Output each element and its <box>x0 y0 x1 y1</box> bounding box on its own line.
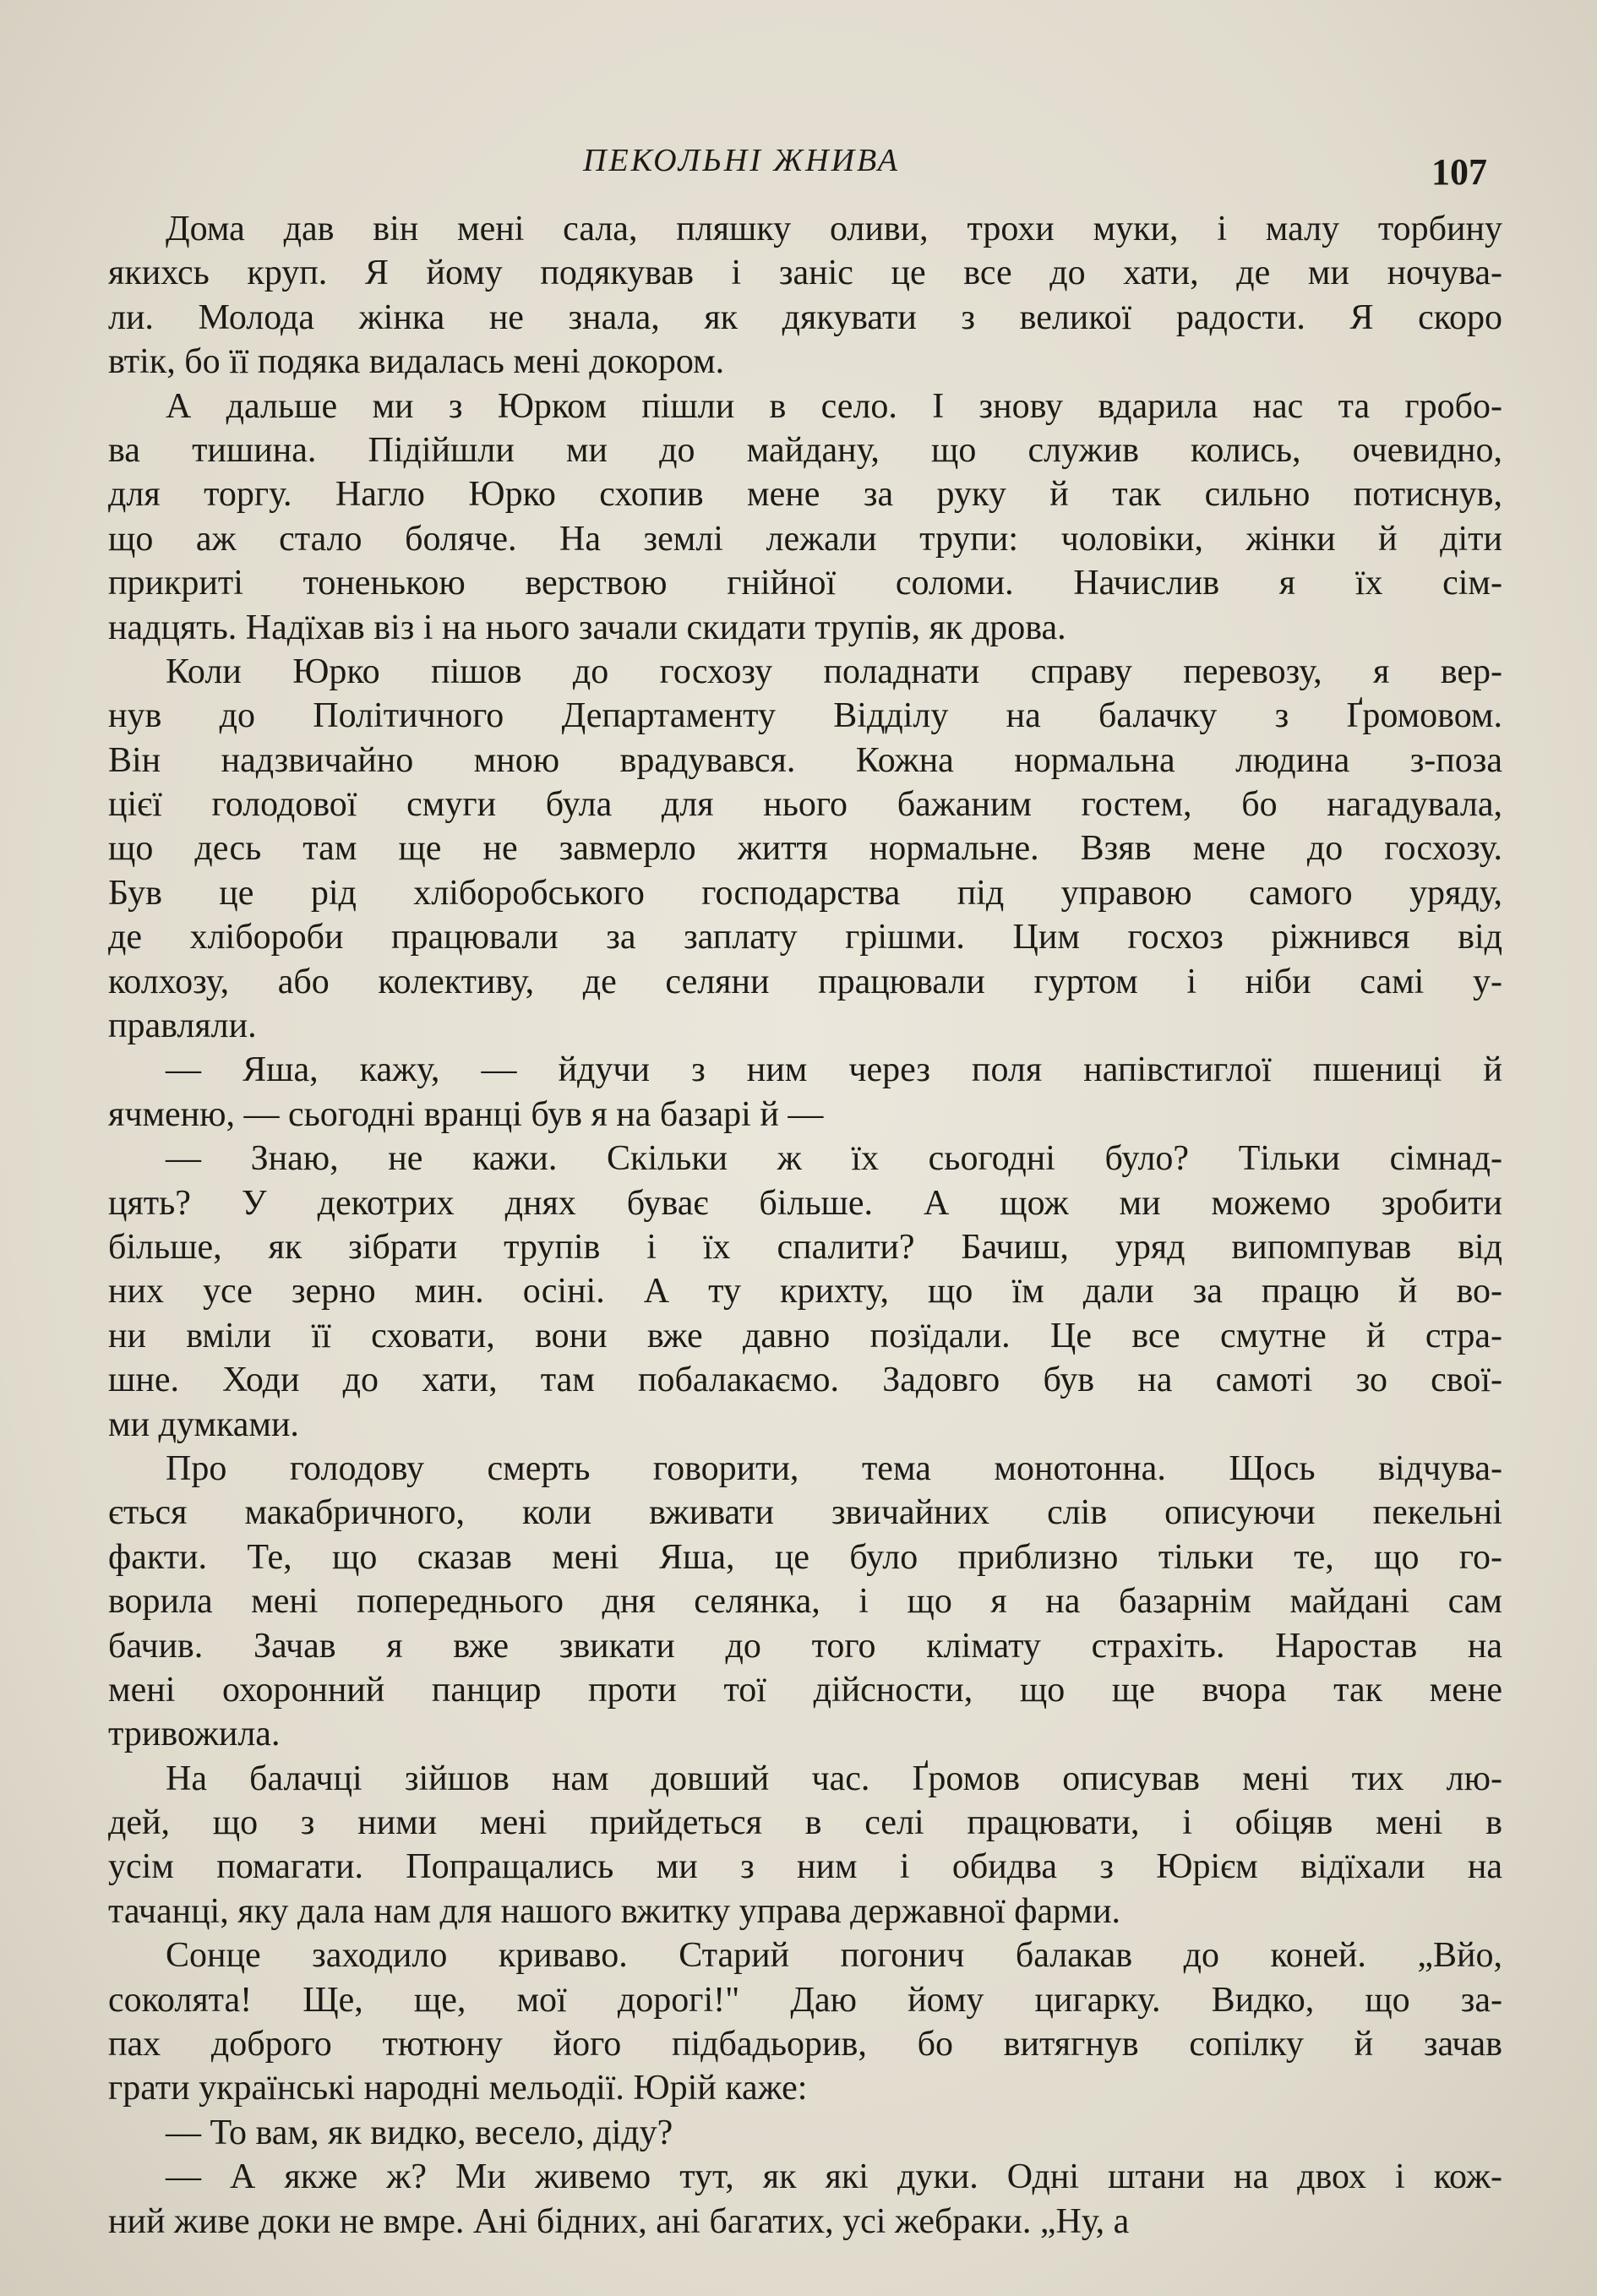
text-line: дей, що з ними мені прийдеться в селі працювати, і обіцяв мені в <box>108 1803 1502 1843</box>
text-line: усім помагати. Попращались ми з ним і обидва з Юрієм відїхали на <box>108 1847 1502 1887</box>
text-line: мені охоронний панцир проти тої дійсности, що ще вчора так мене <box>108 1670 1502 1710</box>
running-title: ПЕКОЛЬНІ ЖНИВА <box>583 143 901 178</box>
text-line: — Яша, кажу, — йдучи з ним через поля напівстиглої пшениці й <box>166 1050 1502 1090</box>
paragraph <box>108 1757 1502 1934</box>
text-line: ни вміли її сховати, вони вже давно позїдали. Це все смутне й стра- <box>108 1316 1502 1355</box>
text-line: більше, як зібрати трупів і їх спалити? Бачиш, уряд випомпував від <box>108 1227 1502 1267</box>
text-line: бачив. Зачав я вже звикати до того клімату страхіть. Наростав на <box>108 1626 1502 1666</box>
text-line: Сонце заходило криваво. Старий погонич балакав до коней. „Вйо, <box>166 1936 1502 1976</box>
text-line: нув до Політичного Департаменту Відділу на балачку з Ґромовом. <box>108 696 1502 736</box>
text-line: ний живе доки не вмре. Ані бідних, ані багатих, усі жебраки. „Ну, а <box>108 2201 1130 2241</box>
page-header <box>0 127 1597 194</box>
paragraph <box>108 207 1502 384</box>
paragraph <box>108 384 1502 650</box>
paragraph <box>108 2155 1502 2244</box>
paragraph <box>108 650 1502 1049</box>
text-line: прикриті тоненькою верствою гнійної соломи. Начислив я їх сім- <box>108 564 1502 603</box>
text-line: втік, бо її подяка видалась мені докором. <box>108 342 725 382</box>
text-line: тривожила. <box>108 1715 281 1754</box>
text-line: — А якже ж? Ми живемо тут, як які дуки. Одні штани на двох і кож- <box>166 2157 1502 2197</box>
paragraph <box>108 1048 1502 1137</box>
text-line: ми думками. <box>108 1404 299 1444</box>
paragraph <box>108 1447 1502 1757</box>
paragraph <box>108 1933 1502 2111</box>
text-line: тачанці, яку дала нам для нашого вжитку управа державної фарми. <box>108 1891 1121 1931</box>
text-line: — Знаю, не кажи. Скільки ж їх сьогодні було? Тільки сімнад- <box>166 1139 1502 1179</box>
text-line: ворила мені попереднього дня селянка, і що я на базарнім майдані сам <box>108 1582 1502 1622</box>
text-line: де хлібороби працювали за заплату грішми. Цим госхоз ріжнився від <box>108 918 1502 957</box>
text-line: колхозу, або колективу, де селяни працювали гуртом і ніби самі у- <box>108 962 1502 1001</box>
text-line: для торгу. Нагло Юрко схопив мене за руку й так сильно потиснув, <box>108 475 1502 515</box>
text-line: них усе зерно мин. осіні. А ту крихту, що їм дали за працю й во- <box>108 1272 1502 1312</box>
text-line: А дальше ми з Юрком пішли в село. І знову вдарила нас та гробо- <box>166 386 1502 426</box>
paragraph <box>108 2111 1502 2155</box>
text-line: Про голодову смерть говорити, тема монотонна. Щось відчува- <box>166 1448 1502 1488</box>
text-line: ється макабричного, коли вживати звичайних слів описуючи пекельні <box>108 1493 1502 1533</box>
text-line: шне. Ходи до хати, там побалакаємо. Задовго був на самоті зо свої- <box>108 1361 1502 1400</box>
text-line: Був це рід хліборобського господарства під управою самого уряду, <box>108 873 1502 913</box>
text-line: ячменю, — сьогодні вранці був я на базарі й — <box>108 1094 824 1134</box>
text-line: грати українські народні мельодії. Юрій каже: <box>108 2069 808 2108</box>
text-line: надцять. Надїхав віз і на нього зачали скидати трупів, як дрова. <box>108 608 1066 647</box>
text-line: цять? У декотрих днях буває більше. А щож ми можемо зробити <box>108 1183 1502 1223</box>
text-line: ли. Молода жінка не знала, як дякувати з великої радости. Я скоро <box>108 297 1502 337</box>
body-text <box>108 207 1502 2244</box>
text-line: соколята! Ще, ще, мої дорогі!" Даю йому цигарку. Видко, що за- <box>108 1980 1502 2020</box>
text-line: правляли. <box>108 1006 257 1046</box>
text-line: пах доброго тютюну його підбадьорив, бо витягнув сопілку й зачав <box>108 2025 1502 2064</box>
text-line: — То вам, як видко, весело, діду? <box>166 2113 673 2152</box>
text-line: Коли Юрко пішов до госхозу поладнати справу перевозу, я вер- <box>166 652 1502 691</box>
text-line: факти. Те, що сказав мені Яша, це було приблизно тільки те, що го- <box>108 1537 1502 1577</box>
text-line: Дома дав він мені сала, пляшку оливи, трохи муки, і малу торбину <box>166 210 1502 248</box>
page-number: 107 <box>1431 151 1487 193</box>
text-line: Він надзвичайно мною врадувався. Кожна нормальна людина з-поза <box>108 740 1502 780</box>
paragraph <box>108 1137 1502 1447</box>
text-line: На балачці зійшов нам довший час. Ґромов описував мені тих лю- <box>166 1759 1502 1798</box>
text-line: що аж стало боляче. На землі лежали трупи: чоловіки, жінки й діти <box>108 519 1502 559</box>
text-line: що десь там ще не завмерло життя нормальне. Взяв мене до госхозу. <box>108 829 1502 869</box>
text-line: цієї голодової смуги була для нього бажаним гостем, бо нагадувала, <box>108 785 1502 825</box>
text-line: якихсь круп. Я йому подякував і заніс це все до хати, де ми ночува- <box>108 254 1502 293</box>
text-line: ва тишина. Підійшли ми до майдану, що служив колись, очевидно, <box>108 430 1502 470</box>
